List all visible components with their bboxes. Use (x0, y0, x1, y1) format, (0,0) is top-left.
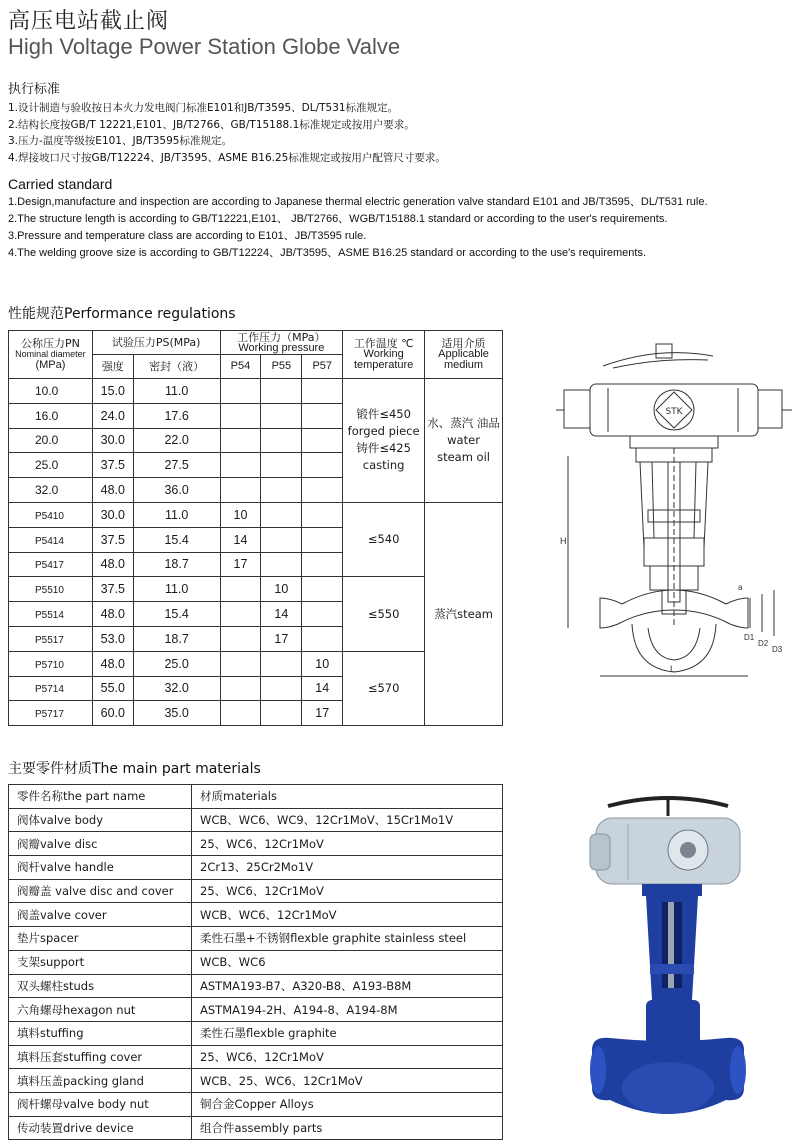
cell-seal: 18.7 (133, 552, 220, 577)
header-wp (220, 331, 343, 355)
cell-pn-text: P5510 (35, 585, 64, 597)
cell-pn (9, 651, 93, 676)
cell-p55 (261, 403, 302, 428)
handwheel-hub (656, 344, 672, 358)
standard-en-heading: Carried standard (8, 176, 113, 192)
cell-p57: 10 (302, 651, 343, 676)
header-strength: 强度 (92, 355, 133, 379)
cell-p55: 10 (261, 577, 302, 602)
cell-p57 (302, 403, 343, 428)
materials-row (9, 974, 503, 998)
cell-pn (9, 626, 93, 651)
cell-p57 (302, 602, 343, 627)
medium-group1-l2: water (447, 432, 480, 447)
cell-seal: 11.0 (133, 502, 220, 527)
cell-pn-text: P5710 (35, 659, 64, 671)
standard-en-section (8, 176, 708, 262)
materials-cell-part: 阀瓣valve disc (9, 832, 192, 856)
materials-row (9, 927, 503, 951)
cell-pn (9, 527, 93, 552)
cell-p54 (220, 701, 261, 726)
photo-actuator-motor (590, 834, 610, 870)
photo-stem (668, 902, 674, 988)
cell-p55 (261, 379, 302, 404)
cell-p55 (261, 428, 302, 453)
cell-strength: 15.0 (92, 379, 133, 404)
materials-cell-part: 垫片spacer (9, 927, 192, 951)
cell-strength: 24.0 (92, 403, 133, 428)
cell-p57 (302, 453, 343, 478)
materials-cell-material: 柔性石墨flexble graphite (192, 1021, 503, 1045)
dim-label-l: L (670, 664, 676, 674)
cell-strength: 37.5 (92, 577, 133, 602)
materials-row (9, 1092, 503, 1116)
cell-p57 (302, 552, 343, 577)
cell-p57: 14 (302, 676, 343, 701)
materials-cell-material: ASTMA193-B7、A320-B8、A193-B8M (192, 974, 503, 998)
cell-seal: 11.0 (133, 379, 220, 404)
cell-pn-text: P5414 (35, 535, 64, 547)
materials-cell-part: 传动装置drive device (9, 1116, 192, 1140)
cell-pn-text: P5417 (35, 560, 64, 572)
cell-strength: 37.5 (92, 527, 133, 552)
materials-cell-material: 铜合金Copper Alloys (192, 1092, 503, 1116)
cell-p57 (302, 478, 343, 503)
standard-cn-line: 1.设计制造与验收按日本火力发电阀门标准E101和JB/T3595、DL/T531标准规定。 (8, 102, 399, 114)
performance-title: 性能规范Performance regulations (8, 306, 236, 322)
materials-cell-material: 25、WC6、12Cr1MoV (192, 879, 503, 903)
cell-seal: 17.6 (133, 403, 220, 428)
performance-table (8, 330, 503, 726)
materials-row (9, 879, 503, 903)
cell-p55 (261, 478, 302, 503)
materials-cell-material: WCB、WC6、WC9、12Cr1MoV、15Cr1Mo1V (192, 808, 503, 832)
cell-p55: 17 (261, 626, 302, 651)
photo-body-end-left (590, 1046, 606, 1094)
header-pn-cn: 公称压力PN (20, 337, 80, 350)
cell-strength: 37.5 (92, 453, 133, 478)
cell-p55 (261, 651, 302, 676)
cell-p57 (302, 502, 343, 527)
header-medium-en2: medium (443, 359, 484, 371)
yoke-inner (652, 462, 696, 538)
materials-cell-part: 支架support (9, 950, 192, 974)
cell-p57 (302, 626, 343, 651)
cell-temp-group1 (343, 379, 425, 503)
cell-strength: 53.0 (92, 626, 133, 651)
cell-p55 (261, 701, 302, 726)
cell-p57 (302, 428, 343, 453)
temp-group1-l3: 铸件≤425 (356, 441, 411, 456)
performance-row (9, 379, 503, 404)
header-seal: 密封（液） (133, 355, 220, 379)
materials-cell-part: 阀杆valve handle (9, 856, 192, 880)
valve-body-inner (648, 628, 700, 660)
cell-p54 (220, 577, 261, 602)
materials-cell-part: 阀杆螺母valve body nut (9, 1092, 192, 1116)
cell-pn-text: P5517 (35, 634, 64, 646)
standard-cn-line: 3.压力-温度等级按E101、JB/T3595标准规定。 (8, 135, 232, 148)
cell-pn (9, 552, 93, 577)
materials-cell-part: 填料stuffing (9, 1021, 192, 1045)
materials-row (9, 1116, 503, 1140)
cell-p57 (302, 527, 343, 552)
cell-p57 (302, 577, 343, 602)
materials-row (9, 1021, 503, 1045)
header-p54: P54 (220, 355, 261, 379)
cell-strength: 55.0 (92, 676, 133, 701)
cell-pn: 20.0 (9, 428, 93, 453)
standard-en-line: 4.The welding groove size is according to GB/T12224、JB/T3595、ASME B16.25 standard or according to the use's requirements. (8, 247, 646, 259)
cell-pn (9, 502, 93, 527)
cell-strength: 48.0 (92, 602, 133, 627)
materials-cell-material: 25、WC6、12Cr1MoV (192, 1045, 503, 1069)
cell-p54 (220, 651, 261, 676)
materials-table (8, 784, 503, 1140)
page-title-en: High Voltage Power Station Globe Valve (8, 34, 401, 59)
header-temp-cn: 工作温度 ℃ (353, 337, 414, 350)
materials-header-material: 材质materials (192, 785, 503, 809)
cell-p55: 14 (261, 602, 302, 627)
cell-p54 (220, 602, 261, 627)
materials-cell-material: 2Cr13、25Cr2Mo1V (192, 856, 503, 880)
header-medium-cn: 适用介质 (441, 337, 486, 350)
cell-p54: 14 (220, 527, 261, 552)
standard-en-line: 3.Pressure and temperature class are according to E101、JB/T3595 rule. (8, 230, 367, 242)
cell-p54 (220, 626, 261, 651)
materials-cell-material: 组合件assembly parts (192, 1116, 503, 1140)
cell-p55 (261, 502, 302, 527)
standard-cn-heading: 执行标准 (8, 82, 61, 97)
materials-cell-material: WCB、25、WC6、12Cr1MoV (192, 1069, 503, 1093)
cell-p54 (220, 403, 261, 428)
header-pn-unit: (MPa) (35, 359, 66, 371)
cell-temp-p54: ≤540 (343, 502, 425, 576)
header-medium-en1: Applicable (438, 348, 489, 360)
header-pn (9, 331, 93, 379)
materials-row (9, 903, 503, 927)
cell-p54 (220, 379, 261, 404)
cell-seal: 35.0 (133, 701, 220, 726)
cell-temp-p57: ≤570 (343, 651, 425, 725)
header-wp-en: Working pressure (238, 341, 325, 354)
standard-en-line: 2.The structure length is according to GB/T12221,E101、 JB/T2766、WGB/T15188.1 standard or according to the user's requirements. (8, 213, 668, 225)
cell-pn (9, 701, 93, 726)
materials-cell-part: 阀体valve body (9, 808, 192, 832)
standard-cn-section (8, 78, 446, 166)
dim-label-a: a (738, 583, 743, 592)
materials-header-row (9, 785, 503, 809)
medium-group1-l1: 水、蒸汽 油品 (427, 415, 500, 430)
cell-p54 (220, 478, 261, 503)
header-pn-en: Nominal diameter (15, 349, 86, 359)
cell-pn: 10.0 (9, 379, 93, 404)
temp-group1-l4: casting (362, 458, 405, 473)
mounting-flange (630, 436, 718, 448)
header-p55: P55 (261, 355, 302, 379)
cell-pn-text: P5717 (35, 709, 64, 721)
temp-group1-l2: forged piece (347, 424, 420, 439)
materials-title: 主要零件材质The main part materials (8, 761, 261, 777)
materials-cell-part: 双头螺柱studs (9, 974, 192, 998)
cell-medium-group1 (425, 379, 503, 503)
cell-p54 (220, 428, 261, 453)
photo-body-bulb (622, 1062, 714, 1114)
header-temp-en1: Working (363, 348, 404, 360)
cell-pn-text: P5410 (35, 510, 64, 522)
standard-en-line: 1.Design,manufacture and inspection are according to Japanese thermal electric generation valve standard E101 and JB/T3595、DL/T531 rule. (8, 196, 708, 208)
cell-pn: 32.0 (9, 478, 93, 503)
cell-seal: 15.4 (133, 527, 220, 552)
materials-cell-material: WCB、WC6 (192, 950, 503, 974)
cell-pn-text: P5514 (35, 610, 64, 622)
cell-seal: 36.0 (133, 478, 220, 503)
cell-pn (9, 676, 93, 701)
cell-pn: 16.0 (9, 403, 93, 428)
materials-cell-part: 阀盖valve cover (9, 903, 192, 927)
valve-photo (588, 788, 748, 1138)
temp-group1-l1: 锻件≤450 (356, 407, 411, 422)
cell-pn: 25.0 (9, 453, 93, 478)
materials-cell-part: 阀瓣盖 valve disc and cover (9, 879, 192, 903)
actuator-motor-left (564, 390, 590, 428)
cell-pn (9, 577, 93, 602)
materials-cell-part: 填料压盖packing gland (9, 1069, 192, 1093)
cell-medium-steam: 蒸汽steam (425, 502, 503, 725)
cell-p54: 17 (220, 552, 261, 577)
dim-label-d1: D1 (744, 633, 755, 642)
valve-technical-drawing (548, 328, 800, 688)
header-ps: 试验压力PS(MPa) (92, 331, 220, 355)
materials-row (9, 950, 503, 974)
cell-strength: 60.0 (92, 701, 133, 726)
cell-p55 (261, 676, 302, 701)
page-title-cn: 高压电站截止阀 (8, 9, 170, 34)
cell-strength: 30.0 (92, 502, 133, 527)
cell-pn (9, 602, 93, 627)
materials-row (9, 832, 503, 856)
cell-pn-text: P5714 (35, 684, 64, 696)
cell-strength: 48.0 (92, 552, 133, 577)
materials-cell-part: 填料压套stuffing cover (9, 1045, 192, 1069)
materials-cell-material: ASTMA194-2H、A194-8、A194-8M (192, 998, 503, 1022)
materials-cell-material: 柔性石墨+不锈钢flexble graphite stainless steel (192, 927, 503, 951)
photo-gland (650, 964, 694, 974)
materials-row (9, 998, 503, 1022)
standard-cn-line: 2.结构长度按GB/T 12221,E101、JB/T2766、GB/T15188.1标准规定或按用户要求。 (8, 118, 415, 131)
medium-group1-l3: steam oil (437, 449, 490, 464)
cell-p54 (220, 453, 261, 478)
header-p57: P57 (302, 355, 343, 379)
performance-row (9, 502, 503, 527)
cell-strength: 30.0 (92, 428, 133, 453)
cell-seal: 18.7 (133, 626, 220, 651)
handwheel-line-inner (613, 360, 708, 368)
photo-body-end-right (730, 1046, 746, 1094)
photo-actuator-hub-center (680, 842, 696, 858)
actuator-motor-right (758, 390, 782, 428)
header-medium (425, 331, 503, 379)
materials-row (9, 856, 503, 880)
dim-label-d2: D2 (758, 639, 769, 648)
materials-cell-part: 六角螺母hexagon nut (9, 998, 192, 1022)
cell-seal: 32.0 (133, 676, 220, 701)
materials-cell-material: 25、WC6、12Cr1MoV (192, 832, 503, 856)
cell-seal: 27.5 (133, 453, 220, 478)
dim-label-h: H (560, 536, 567, 546)
header-temp (343, 331, 425, 379)
materials-header-part: 零件名称the part name (9, 785, 192, 809)
cell-p57: 17 (302, 701, 343, 726)
actuator-logo: STK (665, 407, 683, 417)
cell-seal: 22.0 (133, 428, 220, 453)
materials-row (9, 1045, 503, 1069)
header-temp-en2: temperature (353, 359, 414, 371)
cell-seal: 15.4 (133, 602, 220, 627)
cell-p57 (302, 379, 343, 404)
dim-label-d3: D3 (772, 645, 783, 654)
materials-cell-material: WCB、WC6、12Cr1MoV (192, 903, 503, 927)
cell-strength: 48.0 (92, 651, 133, 676)
header-wp-cn: 工作压力（MPa） (237, 330, 326, 344)
cell-strength: 48.0 (92, 478, 133, 503)
standard-cn-line: 4.焊接坡口尺寸按GB/T12224、JB/T3595、ASME B16.25标准规定或按用户配管尺寸要求。 (8, 151, 446, 164)
cell-p54 (220, 676, 261, 701)
cell-p55 (261, 552, 302, 577)
materials-row (9, 808, 503, 832)
photo-mount (642, 884, 702, 896)
cell-p55 (261, 527, 302, 552)
cell-p54: 10 (220, 502, 261, 527)
cell-seal: 11.0 (133, 577, 220, 602)
materials-row (9, 1069, 503, 1093)
cell-temp-p55: ≤550 (343, 577, 425, 651)
cell-seal: 25.0 (133, 651, 220, 676)
cell-p55 (261, 453, 302, 478)
